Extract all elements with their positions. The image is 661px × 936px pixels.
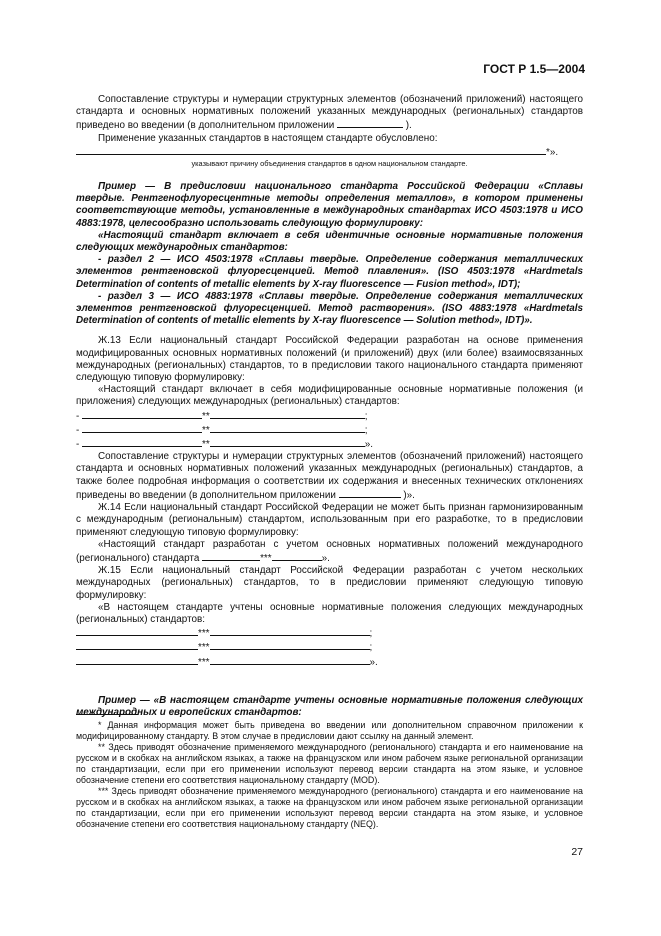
- zh15-fill-line-3: *** ».: [76, 655, 583, 669]
- main-text: [76, 94, 583, 719]
- footnote-1: * Данная информация может быть приведена во введении или дополнительном справочном приложении к модифицированному стандарту. В этом случае в предисловии дают ссылку на данный элемент.: [76, 720, 583, 741]
- clause-zh14-quote: «Настоящий стандарт разработан с учетом основных нормативных положений международного (регионального) стандарта *** ».: [76, 538, 583, 564]
- example-1-intro: Пример — В предисловии национального стандарта Российской Федерации «Сплавы твердые. Рентгенофлуоресцентные методы определения металлов», в котором применены соответствующие методы, установленные в международных стандартах ИСО 4503:1978 и ИСО 4883:1978, целесообразно использовать следующую формулировку:: [76, 181, 583, 229]
- application-fill-line: *».: [76, 145, 583, 159]
- zh13-fill-line-3: - ** ».: [76, 439, 373, 451]
- application-note: указывают причину объединения стандартов в одном национальном стандарте.: [191, 159, 468, 169]
- footnotes: [76, 720, 583, 830]
- zh13-comparison: Сопоставление структуры и нумерации структурных элементов (обозначений приложений) настоящего стандарта и основных нормативных положений указанных международных (региональных) стандартов, а также более подробная информация о соответствии их содержания и внесенных технических отклонениях приведены во введении (в дополнительном приложении )».: [76, 451, 583, 501]
- footnote-3: *** Здесь приводят обозначение применяемого международного (регионального) стандарта и его наименование на русском и в скобках на английском языках, а также на французском или ином рабочем языке региональной организации по стандартизации, если при его применении используют перевод версии стандарта на этом языке, и условное обозначение степени его соответствия национальному стандарту (NEQ).: [76, 786, 583, 829]
- clause-zh15-quote: «В настоящем стандарте учтены основные нормативные положения следующих международных (региональных) стандартов:: [76, 601, 583, 625]
- example-1-section-2: - раздел 2 — ИСО 4503:1978 «Сплавы твердые. Определение содержания металлических элементов рентгеновской флуоресценцией. Метод плавления». (ISO 4503:1978 «Hardmetals Determination of contents of metallic elements by X-ray fluorescence — Fusion method», IDT);: [76, 254, 583, 290]
- example-1-section-3: - раздел 3 — ИСО 4883:1978 «Сплавы твердые. Определение содержания металлических элементов рентгеновской флуоресценцией. Метод растворения». (ISO 4883:1978 «Hardmetals Determination of contents of metallic elements by X-ray fluorescence — Solution method», IDT)».: [76, 290, 583, 327]
- clause-zh15: Ж.15 Если национальный стандарт Российской Федерации разработан с учетом нескольких международных (региональных) стандартов, то в предисловии применяют следующую типовую формулировку:: [76, 565, 583, 601]
- paragraph-application: Применение указанных стандартов в настоящем стандарте обусловлено:: [98, 132, 438, 144]
- page-number: 27: [571, 846, 583, 858]
- paragraph-comparison: Сопоставление структуры и нумерации структурных элементов (обозначений приложений) настоящего стандарта и основных нормативных положений указанных международных (региональных) стандартов приведено во введении (в дополнительном приложении ).: [76, 94, 583, 132]
- example-1-quote: «Настоящий стандарт включает в себя идентичные основные нормативные положения следующих международных стандартов:: [76, 229, 583, 254]
- clause-zh13: Ж.13 Если национальный стандарт Российской Федерации разработан на основе применения модифицированных основных нормативных положений (и приложений) двух (или более) взаимосвязанных международных (региональных) стандартов, то в предисловии такого национального стандарта применяют следующую типовую формулировку:: [76, 335, 583, 384]
- standard-header: ГОСТ Р 1.5—2004: [483, 62, 585, 76]
- zh13-fill-line-1: - ** ;: [76, 410, 368, 422]
- zh15-fill-line-1: *** ;: [76, 626, 583, 640]
- zh13-fill-line-2: - ** ;: [76, 424, 368, 436]
- clause-zh13-quote: «Настоящий стандарт включает в себя модифицированные основные нормативные положения (и приложения) следующих международных (региональных) стандартов:: [76, 384, 583, 408]
- footnote-2: ** Здесь приводят обозначение применяемого международного (регионального) стандарта и его наименование на русском и в скобках на английском языках, а также на французском или ином рабочем языке региональной организации по стандартизации, если при его применении используют перевод версии стандарта на этом языке, и условное обозначение степени его соответствия национальному стандарту (MOD).: [76, 742, 583, 785]
- clause-zh14: Ж.14 Если национальный стандарт Российской Федерации не может быть признан гармонизированным с международным (региональным) стандартом, использованным при его разработке, то в предисловии применяют следующую типовую формулировку:: [76, 502, 583, 538]
- zh15-fill-line-2: *** ;: [76, 640, 583, 654]
- footnote-separator: [76, 714, 138, 715]
- example-2: Пример — «В настоящем стандарте учтены основные нормативные положения следующих международных и европейских стандартов:: [76, 694, 583, 718]
